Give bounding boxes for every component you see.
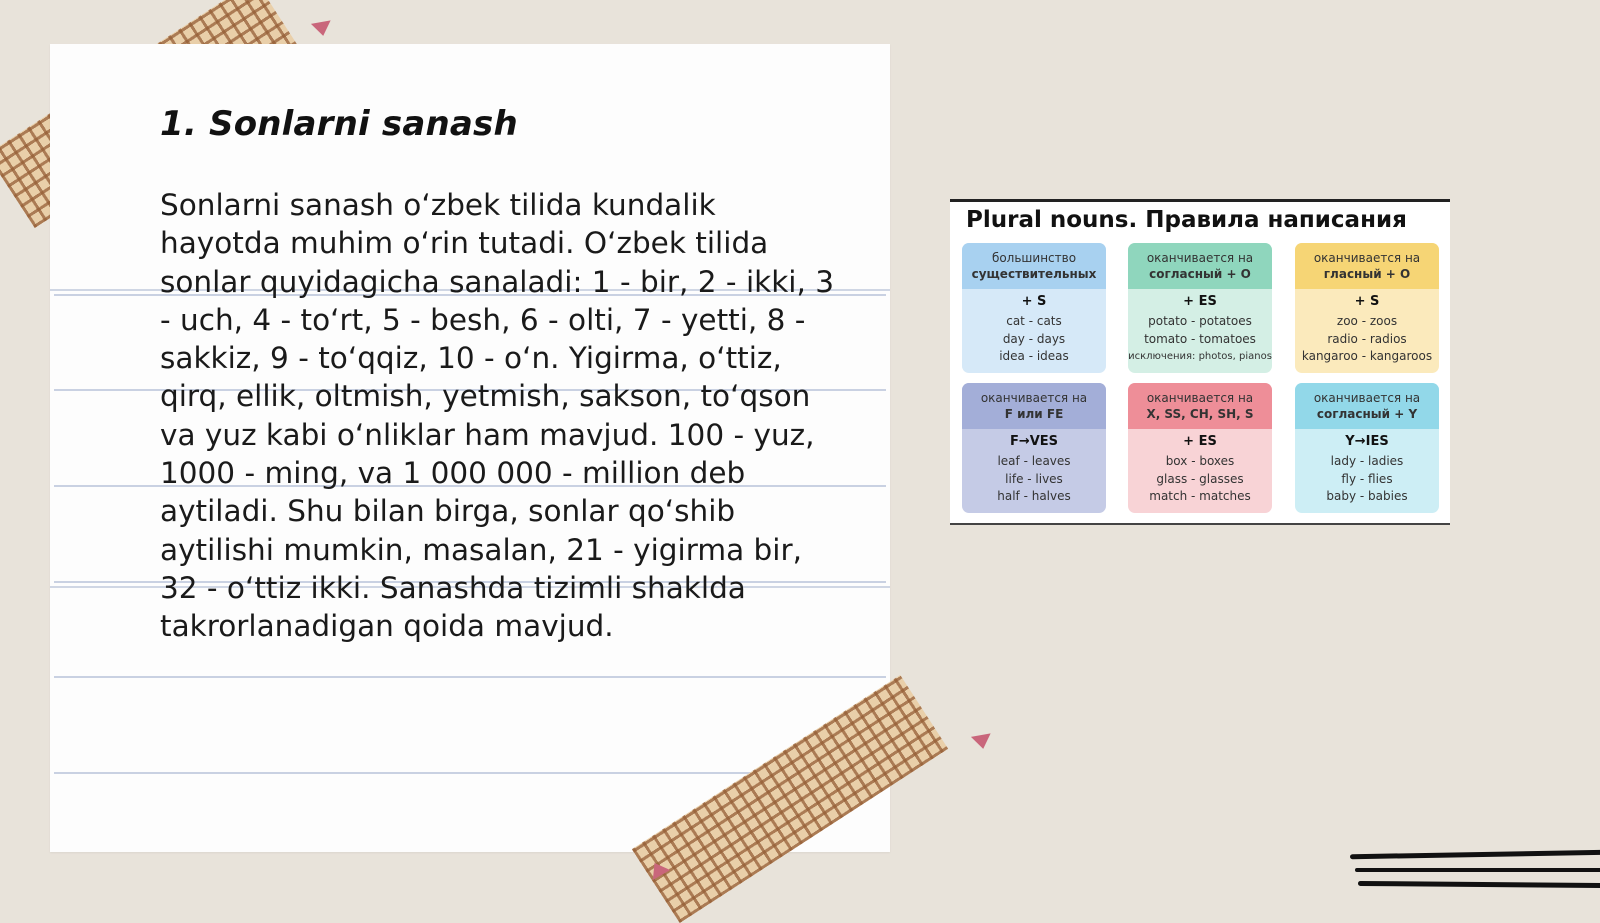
plural-rule-cell — [1295, 243, 1439, 373]
tape-end-marker — [971, 733, 993, 750]
rule-ending: + ES — [1183, 434, 1217, 449]
rule-condition-line1: оканчивается на — [1313, 391, 1421, 405]
example-2: radio - radios — [1327, 331, 1407, 346]
example-1: box - boxes — [1165, 454, 1235, 468]
brush-stroke — [1358, 881, 1600, 888]
example-1: cat - cats — [1006, 314, 1062, 328]
example-2: tomato - tomatoes — [1144, 331, 1256, 346]
example-3: idea - ideas — [999, 349, 1069, 363]
rule-condition — [1128, 243, 1272, 289]
plural-rule-cell — [1295, 383, 1439, 513]
ruled-line — [54, 676, 886, 678]
example-3: kangaroo - kangaroos — [1301, 349, 1433, 363]
rule-condition — [962, 383, 1106, 429]
card-title: Plural nouns. Правила написания — [966, 207, 1407, 233]
rule-examples — [1128, 313, 1272, 366]
plural-rule-cell — [962, 243, 1106, 373]
example-3: исключения: photos, pianos — [1128, 351, 1272, 362]
rule-examples — [962, 453, 1106, 506]
plural-rule-cell — [1128, 383, 1272, 513]
rule-condition-line2: X, SS, CH, SH, S — [1146, 407, 1254, 421]
example-2: fly - flies — [1341, 471, 1393, 486]
rule-condition — [1128, 383, 1272, 429]
example-1: leaf - leaves — [997, 454, 1071, 468]
plural-rule-cell — [1128, 243, 1272, 373]
brush-stroke — [1355, 868, 1600, 872]
example-2: day - days — [1002, 331, 1066, 346]
rule-condition-line1: оканчивается на — [1146, 391, 1254, 405]
rule-condition-line2: согласный + O — [1149, 267, 1251, 281]
brush-stroke — [1350, 850, 1600, 860]
rule-condition-line1: оканчивается на — [1313, 251, 1421, 265]
rule-ending: + ES — [1183, 294, 1217, 309]
rule-condition-line1: оканчивается на — [980, 391, 1088, 405]
example-3: baby - babies — [1326, 489, 1408, 503]
rule-condition-line1: большинство — [991, 251, 1077, 265]
example-1: potato - potatoes — [1148, 314, 1252, 328]
rule-ending: + S — [1354, 294, 1380, 309]
slide-title: 1. Sonlarni sanash — [160, 104, 518, 144]
rule-ending: F→VES — [1009, 434, 1059, 449]
rule-condition-line2: F или FE — [1004, 407, 1064, 421]
rule-examples — [1295, 453, 1439, 506]
rule-examples — [962, 313, 1106, 366]
plural-rule-cell — [962, 383, 1106, 513]
rule-condition-line1: оканчивается на — [1146, 251, 1254, 265]
rule-ending: Y→IES — [1345, 434, 1389, 449]
rule-condition-line2: согласный + Y — [1316, 407, 1418, 421]
plural-nouns-image — [950, 199, 1450, 525]
rule-condition — [1295, 243, 1439, 289]
rule-condition — [1295, 383, 1439, 429]
example-1: zoo - zoos — [1336, 314, 1398, 328]
slide-body-text: Sonlarni sanash o‘zbek tilida kundalik hayotda muhim o‘rin tutadi. O‘zbek tilida sonlar quyidagicha sanaladi: 1 - bir, 2 - ikki, 3 - uch, 4 - to‘rt, 5 - besh, 6 - olti, 7 - yetti, 8 - sakkiz, 9 - to‘qqiz, 10 - o‘n. Yigirma, o‘ttiz, qirq, ellik, oltmish, yetmish, sakson, to‘qson va yuz kabi o‘nliklar ham mavjud. 100 - yuz, 1000 - ming, va 1 000 000 - million deb aytiladi. Shu bilan birga, sonlar qo‘shib aytilishi mumkin, masalan, 21 - yigirma bir, 32 - o‘ttiz ikki. Sanashda tizimli shaklda takrorlanadigan qoida mavjud. — [160, 188, 835, 644]
rule-examples — [1295, 313, 1439, 366]
example-1: lady - ladies — [1330, 454, 1404, 468]
rule-condition-line2: существительных — [971, 267, 1097, 281]
rule-ending: + S — [1021, 294, 1047, 309]
example-2: life - lives — [1005, 471, 1063, 486]
example-3: half - halves — [997, 489, 1071, 503]
tape-end-marker — [311, 20, 333, 37]
rule-condition-line2: гласный + O — [1323, 267, 1411, 281]
rule-examples — [1128, 453, 1272, 506]
example-2: glass - glasses — [1156, 471, 1244, 486]
example-3: match - matches — [1149, 489, 1251, 503]
rule-condition — [962, 243, 1106, 289]
